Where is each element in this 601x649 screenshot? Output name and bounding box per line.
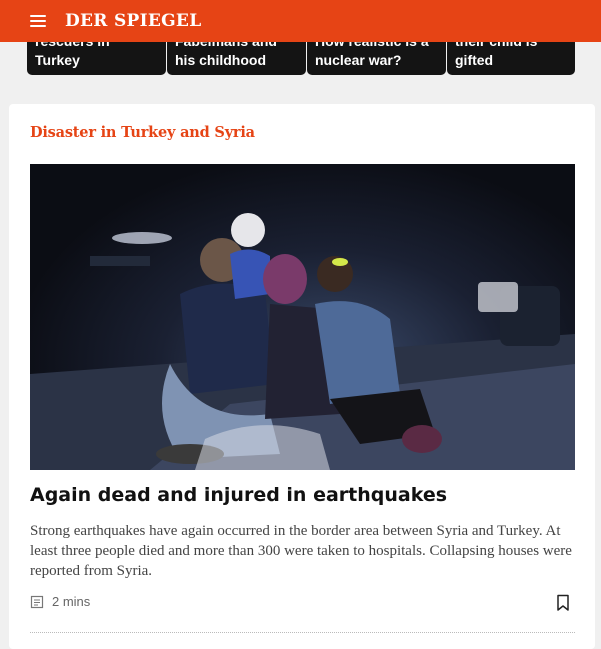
hamburger-menu-icon[interactable] bbox=[30, 15, 46, 27]
teaser-card[interactable] bbox=[27, 42, 166, 75]
section-title[interactable]: Disaster in Turkey and Syria bbox=[30, 124, 255, 141]
read-time bbox=[30, 594, 90, 609]
teaser-line-2: gifted bbox=[455, 52, 494, 68]
teaser-card[interactable] bbox=[307, 42, 446, 75]
article-summary: Strong earthquakes have again occurred in the border area between Syria and Turkey. At least three people died and more than 300 were taken to hospitals. Collapsing houses were reported from Syria. bbox=[30, 523, 572, 579]
read-time-label: 2 mins bbox=[52, 594, 91, 609]
teaser-line-2: Turkey bbox=[35, 52, 80, 68]
teaser-line-2: his childhood bbox=[175, 52, 266, 68]
article-divider bbox=[30, 632, 575, 633]
article-headline[interactable]: Again dead and injured in earthquakes bbox=[30, 484, 448, 506]
article-document-icon bbox=[30, 595, 44, 609]
article-card bbox=[9, 104, 595, 649]
teaser-line-2: nuclear war? bbox=[315, 52, 402, 68]
site-logo[interactable]: DER SPIEGEL bbox=[65, 11, 202, 31]
article-photo[interactable] bbox=[30, 164, 575, 470]
teaser-card[interactable] bbox=[167, 42, 306, 75]
teaser-strip bbox=[0, 42, 601, 98]
bookmark-icon[interactable] bbox=[555, 594, 571, 612]
top-navigation-bar bbox=[0, 0, 601, 42]
teaser-card[interactable] bbox=[447, 42, 575, 75]
earthquake-family-photo bbox=[30, 164, 575, 470]
